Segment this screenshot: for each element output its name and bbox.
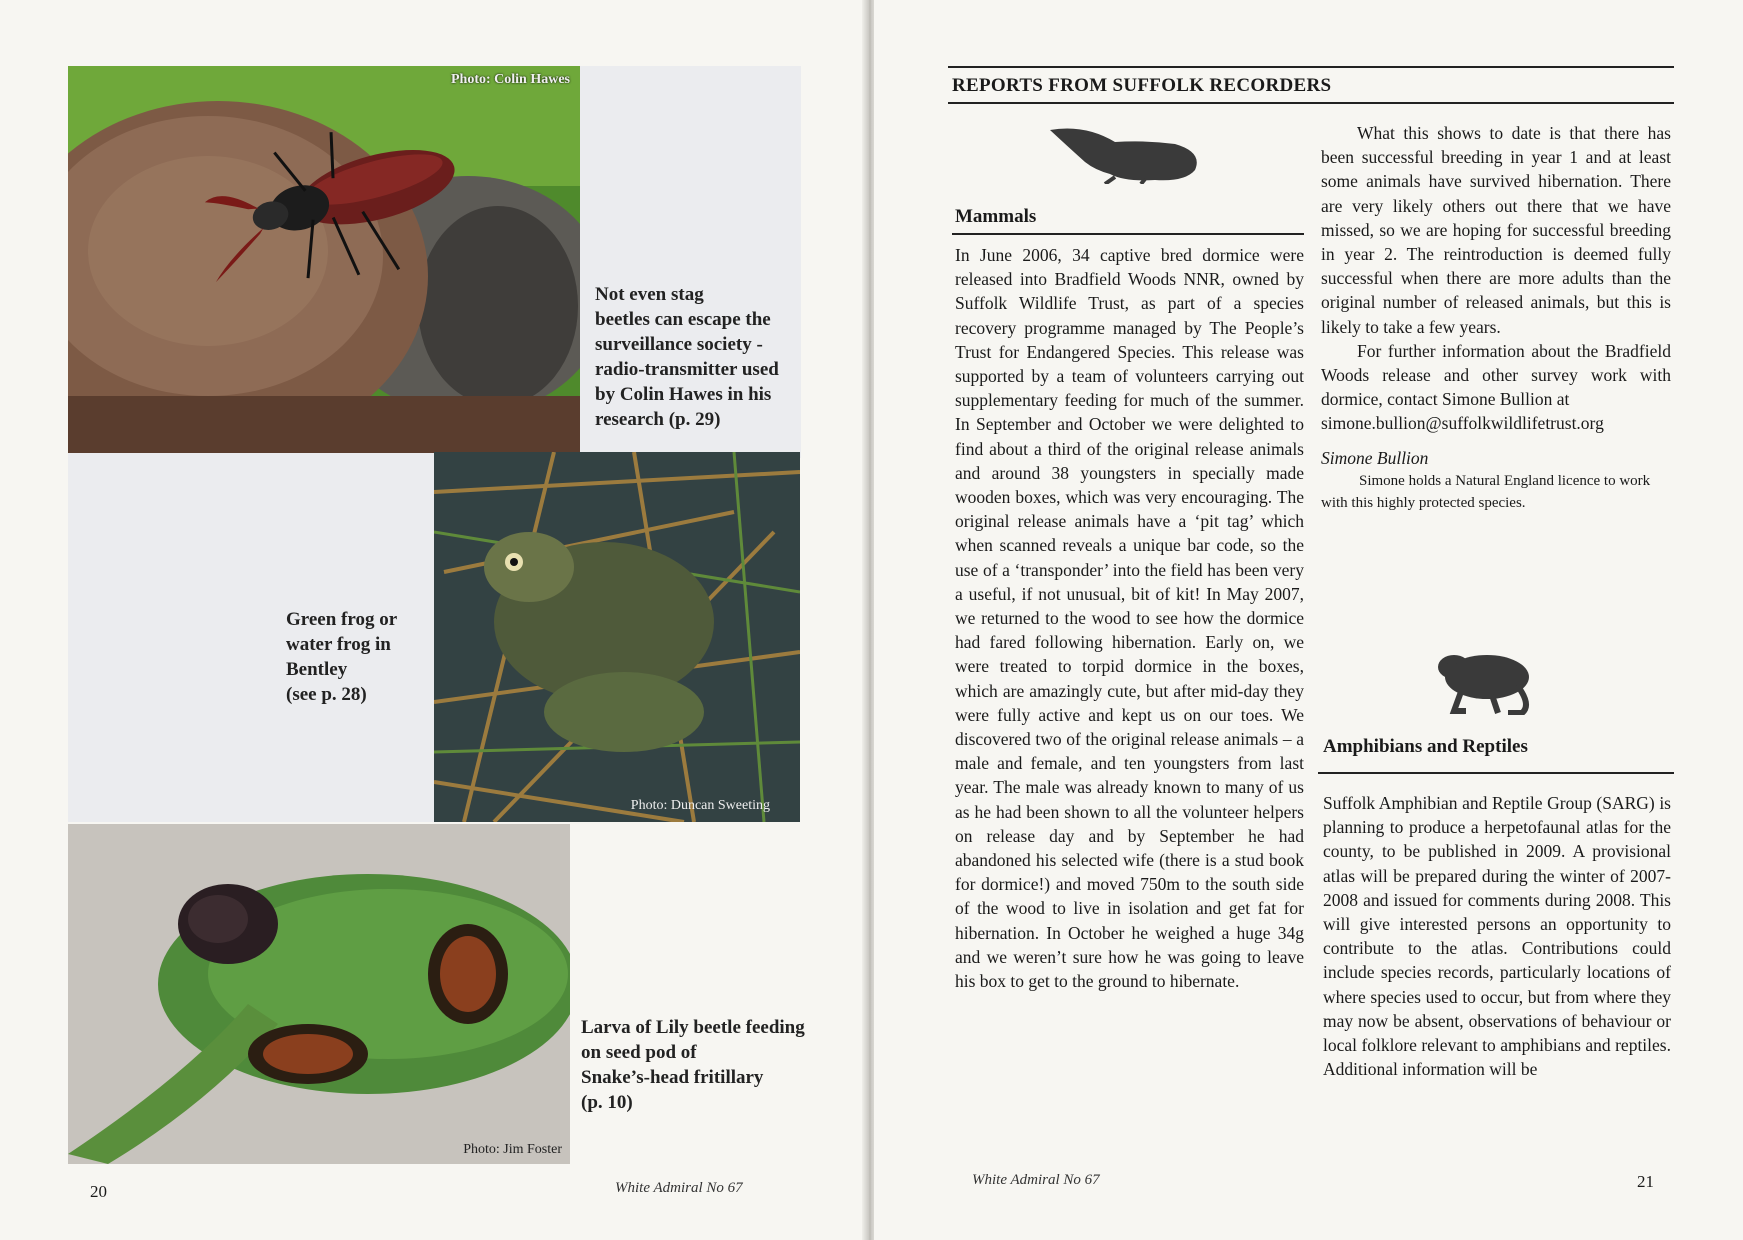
lily-beetle-caption: Larva of Lily beetle feeding on seed pod of Snake’s-head fritillary (p. 10) [581, 1017, 805, 1113]
frog-icon [1432, 645, 1540, 715]
author-name: Simone Bullion [1321, 447, 1429, 468]
dormouse-icon [1045, 122, 1205, 184]
contact-email: simone.bullion@suffolkwildlifetrust.org [1321, 413, 1604, 434]
header-rule-top [948, 66, 1674, 68]
mammals-paragraph: For further information about the Bradfield Woods release and other survey work with dormice, contact Simone Bullion at [1321, 340, 1671, 410]
green-frog-photo [434, 452, 800, 822]
mammals-rule [952, 233, 1304, 235]
running-title: White Admiral No 67 [615, 1180, 743, 1196]
header-rule-bottom [948, 102, 1674, 104]
photo-credit: Photo: Duncan Sweeting [630, 798, 770, 813]
stag-beetle-photo [68, 66, 580, 453]
mammals-column-2 [1321, 121, 1671, 514]
mammals-heading: Mammals [955, 206, 1037, 227]
left-page [0, 0, 866, 1240]
mammals-paragraph: What this shows to date is that there has been successful breeding in year 1 and at least some animals have survived hibernation. There are very likely others out there that we have missed, so we are hoping for successful breeding in year 2. The reintroduction is deemed fully successful when there are more adults than the original number of released animals, but this is likely to take a few years. [1321, 123, 1671, 337]
amphibians-rule [1318, 772, 1674, 774]
photo-credit: Photo: Colin Hawes [451, 72, 570, 87]
mammals-paragraph: In June 2006, 34 captive bred dormice were released into Bradfield Woods NNR, owned by Suffolk Wildlife Trust, as part of a species recovery programme managed by The People’s Trust for Endangered Species. This release was supported by a team of volunteers carrying out supplementary feeding for much of the summer. In September and October we were delighted to find about a third of the original release animals and around 38 youngsters in specially made wooden boxes, which was very encouraging. The original release animals have a ‘pit tag’ which when scanned reveals a unique bar code, so the use of a ‘transponder’ into the field has been very a useful, if not unusual, bit of kit! In May 2007, we returned to the wood to see how the dormice had fared following hibernation. Early on, we were treated to torpid dormice in the boxes, which are amazingly cute, but after mid-day they were fully active and kept us on our toes. We discovered two of the original release animals – a male and female, and ten youngsters from last year. The male was already known to many of us as he had been shown to all the volunteer helpers on release day and by September he had abandoned his selected wife (there is a stud book for dormice!) and moved 750m to the south side of the wood to live in isolation and get fat for hibernation. In October he weighed a huge 34g and we weren’t sure how he was going to leave his box to get to the ground to hibernate. [955, 245, 1304, 992]
page-number: 20 [90, 1182, 107, 1201]
photo-credit: Photo: Jim Foster [463, 1142, 562, 1157]
lily-beetle-larva-photo [68, 824, 570, 1164]
author-note: Simone holds a Natural England licence to work with this highly protected species. [1321, 472, 1651, 511]
running-title: White Admiral No 67 [972, 1172, 1100, 1188]
section-header: REPORTS FROM SUFFOLK RECORDERS [952, 75, 1332, 96]
stag-beetle-caption: Not even stag beetles can escape the surveillance society - radio-transmitter used by Colin Hawes in his research (p. 29) [595, 284, 779, 430]
green-frog-caption: Green frog or water frog in Bentley (see p. 28) [286, 609, 398, 705]
amphibians-column [1323, 791, 1671, 1081]
amphibians-paragraph: Suffolk Amphibian and Reptile Group (SARG) is planning to produce a herpetofaunal atlas for the county, to be published in 2009. A provisional atlas will be prepared during the winter of 2007-2008 and issued for comments during 2008. This will give interested persons an opportunity to contribute to the atlas. Contributions could include species records, particularly locations of where species used to occur, but from where they may now be absent, observations of behaviour or local folklore relevant to amphibians and reptiles. Additional information will be [1323, 793, 1671, 1080]
page-number: 21 [1637, 1172, 1654, 1191]
mammals-column-1 [955, 243, 1304, 993]
amphibians-heading: Amphibians and Reptiles [1323, 736, 1528, 757]
